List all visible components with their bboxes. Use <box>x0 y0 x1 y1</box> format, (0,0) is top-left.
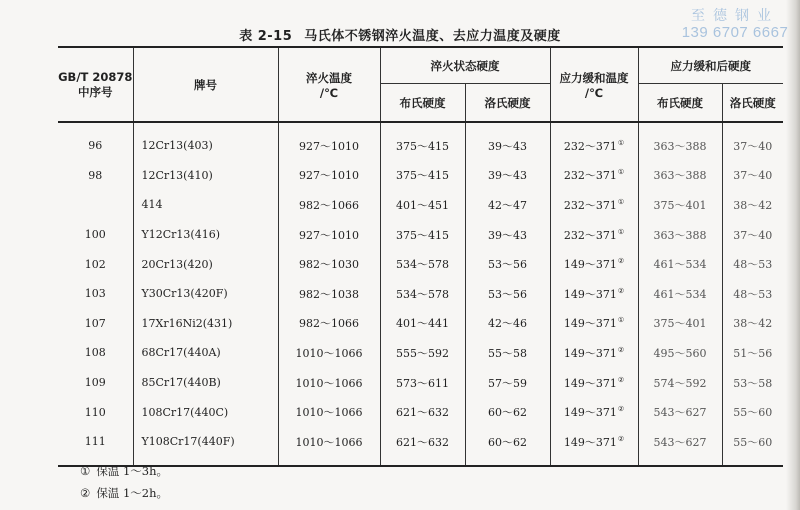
relief-rockwell-cell <box>722 338 783 368</box>
quenched-rockwell-cell <box>465 368 550 398</box>
seq-cell <box>58 122 133 161</box>
quenched-brinell-cell <box>380 279 465 309</box>
grade-cell-value: 17Xr16Ni2(431) <box>141 316 233 330</box>
footnote-ref: ① <box>617 227 625 236</box>
relief-brinell-cell-value: 543～627 <box>653 406 707 420</box>
table-row <box>58 338 783 368</box>
header-quenched-rockwell: 洛氏硬度 <box>465 84 550 123</box>
quenched-brinell-cell <box>380 190 465 220</box>
quenched-brinell-cell <box>380 338 465 368</box>
stress-relief-temp-cell <box>550 338 638 368</box>
footnote-ref: ① <box>617 168 625 177</box>
grade-cell-value: Y12Cr13(416) <box>141 228 221 242</box>
grade-cell <box>133 122 278 161</box>
stress-relief-temp-cell-value: 149～371 <box>563 287 617 301</box>
relief-brinell-cell-value: 574～592 <box>653 376 707 390</box>
seq-cell <box>58 279 133 309</box>
seq-cell-value: 109 <box>84 376 106 390</box>
watermark-name: 至德钢业 <box>691 7 779 23</box>
seq-cell <box>58 397 133 427</box>
footnote-marker: ② <box>80 486 91 500</box>
relief-rockwell-cell <box>722 161 783 191</box>
relief-brinell-cell <box>638 427 722 466</box>
quenched-brinell-cell-value: 375～415 <box>396 139 449 153</box>
relief-rockwell-cell-value: 37～40 <box>733 139 773 153</box>
grade-cell-value: 85Cr17(440B) <box>141 376 221 390</box>
relief-brinell-cell <box>638 122 722 161</box>
relief-rockwell-cell <box>722 397 783 427</box>
seq-cell-value: 96 <box>88 139 103 153</box>
relief-brinell-cell <box>638 309 722 339</box>
table-row <box>58 309 783 339</box>
grade-cell <box>133 309 278 339</box>
header-relief-line2: /℃ <box>584 85 604 100</box>
quenched-brinell-cell <box>380 309 465 339</box>
seq-cell-value: 103 <box>84 287 106 301</box>
relief-brinell-cell-value: 461～534 <box>653 287 707 301</box>
quenched-brinell-cell <box>380 397 465 427</box>
quenched-brinell-cell <box>380 249 465 279</box>
quenched-brinell-cell <box>380 122 465 161</box>
relief-rockwell-cell <box>722 368 783 398</box>
quenched-brinell-cell-value: 534～578 <box>396 287 449 301</box>
relief-rockwell-cell-value: 48～53 <box>733 287 773 301</box>
grade-cell <box>133 190 278 220</box>
quench-temp-cell <box>278 220 380 250</box>
quenched-brinell-cell <box>380 220 465 250</box>
header-relief-brinell: 布氏硬度 <box>638 84 722 123</box>
table-row <box>58 190 783 220</box>
stress-relief-temp-cell <box>550 368 638 398</box>
grade-cell-value: 414 <box>141 198 163 212</box>
header-seq <box>58 47 133 122</box>
stress-relief-temp-cell-value: 232～371 <box>563 198 617 212</box>
stress-relief-temp-cell-value: 149～371 <box>563 406 617 420</box>
footnote-ref: ② <box>617 405 625 414</box>
quench-temp-cell <box>278 338 380 368</box>
seq-cell <box>58 190 133 220</box>
seq-cell <box>58 161 133 191</box>
quench-temp-cell-value: 1010～1066 <box>295 376 363 390</box>
page-edge-shadow <box>786 0 800 510</box>
table-title: 马氏体不锈钢淬火温度、去应力温度及硬度 <box>304 29 561 44</box>
table-caption <box>0 25 800 44</box>
stress-relief-temp-cell <box>550 397 638 427</box>
quenched-rockwell-cell-value: 42～47 <box>488 198 527 212</box>
grade-cell-value: 20Cr13(420) <box>141 257 213 271</box>
seq-cell-value: 107 <box>84 316 106 330</box>
quench-temp-cell <box>278 190 380 220</box>
stress-relief-temp-cell-value: 149～371 <box>563 258 617 272</box>
quenched-rockwell-cell <box>465 249 550 279</box>
footnote-ref: ① <box>617 138 625 147</box>
footnote-ref: ① <box>617 197 625 206</box>
quench-temp-cell <box>278 368 380 398</box>
relief-brinell-cell <box>638 338 722 368</box>
quench-temp-cell <box>278 122 380 161</box>
quenched-brinell-cell-value: 375～415 <box>396 228 449 242</box>
relief-rockwell-cell-value: 48～53 <box>733 258 773 272</box>
grade-cell <box>133 161 278 191</box>
quenched-brinell-cell <box>380 161 465 191</box>
seq-cell <box>58 338 133 368</box>
table-row <box>58 397 783 427</box>
quench-temp-cell-value: 927～1010 <box>299 228 359 242</box>
seq-cell-value: 111 <box>84 435 106 449</box>
header-stress-relief-temp <box>550 47 638 122</box>
seq-cell-value: 98 <box>88 168 103 182</box>
quench-temp-cell-value: 982～1030 <box>299 258 359 272</box>
relief-brinell-cell-value: 543～627 <box>653 435 707 449</box>
relief-brinell-cell <box>638 249 722 279</box>
quenched-rockwell-cell-value: 39～43 <box>488 139 527 153</box>
stress-relief-temp-cell-value: 149～371 <box>563 435 617 449</box>
hardness-table <box>58 46 783 467</box>
header-quenched-brinell: 布氏硬度 <box>380 84 465 123</box>
relief-brinell-cell <box>638 368 722 398</box>
footnote-ref: ② <box>617 375 625 384</box>
footnote-text: 保温 1～3h。 <box>96 464 169 478</box>
quenched-brinell-cell-value: 534～578 <box>396 258 449 272</box>
seq-cell-value: 100 <box>84 228 106 242</box>
quench-temp-cell <box>278 161 380 191</box>
footnote-ref: ② <box>617 345 625 354</box>
footnotes <box>80 460 168 504</box>
quenched-rockwell-cell <box>465 338 550 368</box>
quenched-brinell-cell-value: 621～632 <box>396 435 449 449</box>
header-relief-line1: 应力缓和温度 <box>559 70 629 85</box>
quenched-rockwell-cell <box>465 279 550 309</box>
footnote-marker: ① <box>80 464 91 478</box>
grade-cell <box>133 220 278 250</box>
relief-rockwell-cell <box>722 309 783 339</box>
quenched-brinell-cell-value: 621～632 <box>396 406 449 420</box>
relief-rockwell-cell-value: 53～58 <box>733 376 773 390</box>
grade-cell-value: 12Cr13(403) <box>141 139 213 153</box>
quenched-rockwell-cell-value: 53～56 <box>488 258 527 272</box>
relief-brinell-cell-value: 495～560 <box>653 346 707 360</box>
grade-cell <box>133 397 278 427</box>
stress-relief-temp-cell <box>550 220 638 250</box>
relief-brinell-cell-value: 375～401 <box>653 198 707 212</box>
relief-rockwell-cell <box>722 190 783 220</box>
quenched-rockwell-cell-value: 42～46 <box>488 317 527 331</box>
quench-temp-cell-value: 982～1066 <box>299 317 359 331</box>
quench-temp-cell-value: 982～1066 <box>299 198 359 212</box>
quenched-rockwell-cell <box>465 309 550 339</box>
seq-cell <box>58 249 133 279</box>
seq-cell <box>58 220 133 250</box>
header-quench-temp <box>278 47 380 122</box>
relief-brinell-cell <box>638 397 722 427</box>
table-number: 表 2-15 <box>239 29 293 44</box>
quenched-brinell-cell-value: 401～441 <box>396 317 449 331</box>
quench-temp-cell <box>278 279 380 309</box>
grade-cell-value: Y30Cr13(420F) <box>141 287 228 301</box>
quenched-rockwell-cell <box>465 220 550 250</box>
footnote-ref: ② <box>617 257 625 266</box>
header-seq-line2: 中序号 <box>78 84 113 99</box>
quench-temp-cell <box>278 309 380 339</box>
header-relief-rockwell: 洛氏硬度 <box>722 84 783 123</box>
relief-rockwell-cell <box>722 249 783 279</box>
quenched-brinell-cell <box>380 427 465 466</box>
relief-brinell-cell-value: 461～534 <box>653 258 707 272</box>
grade-cell <box>133 338 278 368</box>
stress-relief-temp-cell <box>550 161 638 191</box>
relief-brinell-cell-value: 363～388 <box>653 139 707 153</box>
stress-relief-temp-cell-value: 232～371 <box>563 169 617 183</box>
relief-brinell-cell-value: 375～401 <box>653 317 707 331</box>
stress-relief-temp-cell <box>550 309 638 339</box>
relief-rockwell-cell <box>722 279 783 309</box>
footnote-ref: ① <box>617 316 625 325</box>
quench-temp-cell-value: 1010～1066 <box>295 406 363 420</box>
quenched-rockwell-cell <box>465 161 550 191</box>
stress-relief-temp-cell-value: 149～371 <box>563 346 617 360</box>
relief-brinell-cell-value: 363～388 <box>653 169 707 183</box>
relief-brinell-cell <box>638 190 722 220</box>
header-quench-temp-line1: 淬火温度 <box>306 70 352 85</box>
quenched-rockwell-cell-value: 55～58 <box>488 346 527 360</box>
stress-relief-temp-cell <box>550 122 638 161</box>
relief-rockwell-cell <box>722 220 783 250</box>
quenched-brinell-cell-value: 555～592 <box>396 346 449 360</box>
quench-temp-cell-value: 1010～1066 <box>295 435 363 449</box>
footnote-1 <box>80 460 168 482</box>
quenched-rockwell-cell <box>465 427 550 466</box>
grade-cell <box>133 249 278 279</box>
relief-rockwell-cell <box>722 427 783 466</box>
quenched-rockwell-cell-value: 39～43 <box>488 169 527 183</box>
header-grade: 牌号 <box>133 47 278 122</box>
table-row <box>58 279 783 309</box>
relief-rockwell-cell <box>722 122 783 161</box>
quenched-rockwell-cell-value: 57～59 <box>488 376 527 390</box>
header-seq-line1: GB/T 20878 <box>58 69 133 84</box>
stress-relief-temp-cell <box>550 249 638 279</box>
quenched-brinell-cell-value: 573～611 <box>396 376 449 390</box>
stress-relief-temp-cell <box>550 279 638 309</box>
quench-temp-cell <box>278 397 380 427</box>
relief-rockwell-cell-value: 38～42 <box>733 198 773 212</box>
seq-cell-value: 110 <box>84 405 106 419</box>
footnote-text: 保温 1～2h。 <box>96 486 169 500</box>
grade-cell-value: 12Cr13(410) <box>141 168 213 182</box>
quenched-brinell-cell-value: 401～451 <box>396 198 449 212</box>
quench-temp-cell-value: 1010～1066 <box>295 346 363 360</box>
seq-cell <box>58 309 133 339</box>
quench-temp-cell-value: 927～1010 <box>299 169 359 183</box>
relief-brinell-cell <box>638 161 722 191</box>
stress-relief-temp-cell <box>550 190 638 220</box>
stress-relief-temp-cell-value: 232～371 <box>563 228 617 242</box>
relief-rockwell-cell-value: 38～42 <box>733 317 773 331</box>
quenched-rockwell-cell <box>465 190 550 220</box>
footnote-ref: ② <box>617 286 625 295</box>
stress-relief-temp-cell-value: 149～371 <box>563 376 617 390</box>
relief-brinell-cell-value: 363～388 <box>653 228 707 242</box>
relief-rockwell-cell-value: 51～56 <box>733 346 773 360</box>
table-row <box>58 122 783 161</box>
quenched-rockwell-cell-value: 39～43 <box>488 228 527 242</box>
stress-relief-temp-cell <box>550 427 638 466</box>
quench-temp-cell-value: 982～1038 <box>299 287 359 301</box>
quench-temp-cell-value: 927～1010 <box>299 139 359 153</box>
relief-brinell-cell <box>638 220 722 250</box>
header-after-relief-hardness: 应力缓和后硬度 <box>638 47 783 84</box>
quenched-rockwell-cell <box>465 397 550 427</box>
header-quench-temp-line2: /℃ <box>319 85 339 100</box>
relief-rockwell-cell-value: 37～40 <box>733 169 773 183</box>
quenched-rockwell-cell <box>465 122 550 161</box>
quenched-rockwell-cell-value: 53～56 <box>488 287 527 301</box>
quenched-brinell-cell <box>380 368 465 398</box>
grade-cell-value: 108Cr17(440C) <box>141 405 229 419</box>
grade-cell <box>133 368 278 398</box>
stress-relief-temp-cell-value: 232～371 <box>563 139 617 153</box>
relief-brinell-cell <box>638 279 722 309</box>
quenched-brinell-cell-value: 375～415 <box>396 169 449 183</box>
seq-cell <box>58 368 133 398</box>
stress-relief-temp-cell-value: 149～371 <box>563 317 617 331</box>
quench-temp-cell <box>278 249 380 279</box>
quench-temp-cell <box>278 427 380 466</box>
footnote-ref: ② <box>617 434 625 443</box>
header-quenched-hardness: 淬火状态硬度 <box>380 47 550 84</box>
watermark-phone: 139 6707 6667 <box>681 24 789 41</box>
relief-rockwell-cell-value: 55～60 <box>733 435 773 449</box>
grade-cell-value: 68Cr17(440A) <box>141 346 221 360</box>
table-row <box>58 161 783 191</box>
table-row <box>58 368 783 398</box>
quenched-rockwell-cell-value: 60～62 <box>488 435 527 449</box>
grade-cell <box>133 279 278 309</box>
relief-rockwell-cell-value: 37～40 <box>733 228 773 242</box>
table-row <box>58 220 783 250</box>
grade-cell-value: Y108Cr17(440F) <box>141 435 235 449</box>
relief-rockwell-cell-value: 55～60 <box>733 406 773 420</box>
seq-cell-value: 108 <box>84 346 106 360</box>
table-row <box>58 249 783 279</box>
quenched-rockwell-cell-value: 60～62 <box>488 406 527 420</box>
seq-cell-value: 102 <box>84 257 106 271</box>
footnote-2 <box>80 482 168 504</box>
